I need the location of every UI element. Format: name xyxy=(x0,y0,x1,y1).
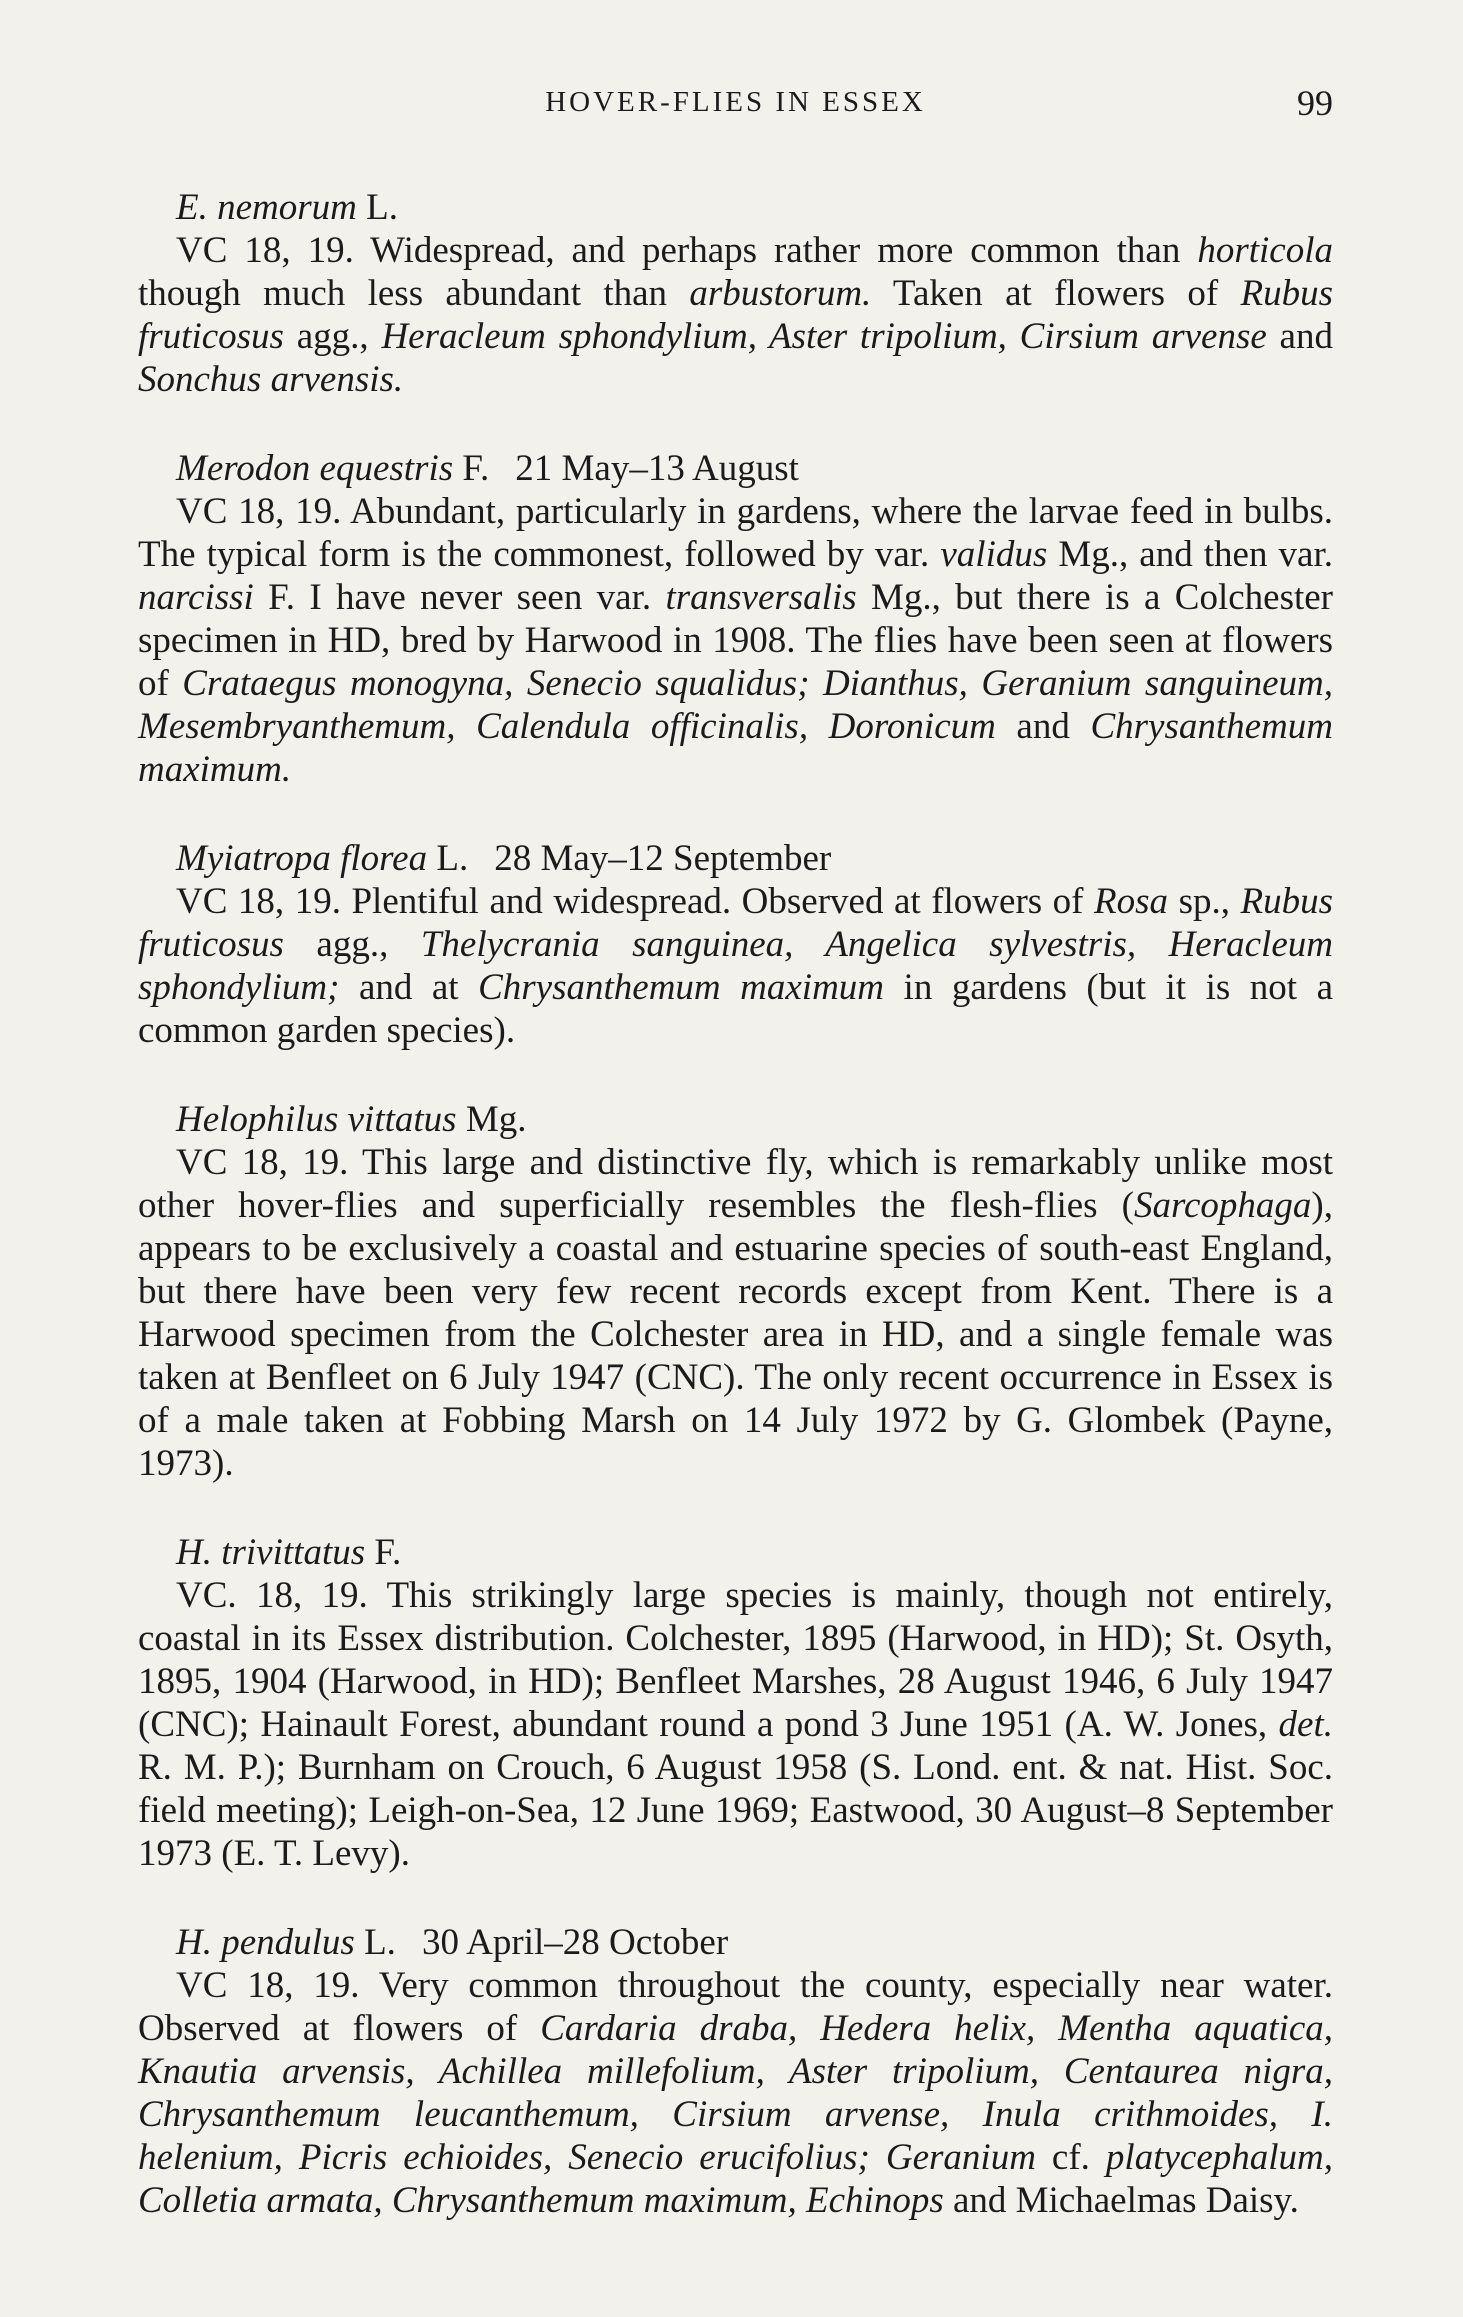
species-entry xyxy=(138,1921,1333,2222)
species-dates: 28 May–12 September xyxy=(494,838,832,879)
species-name: Merodon equestris F. xyxy=(176,448,490,489)
species-dates: 21 May–13 August xyxy=(515,448,799,489)
running-head xyxy=(138,78,1333,138)
species-entry-list xyxy=(138,186,1333,2222)
species-text: VC 18, 19. This large and distinctive fly, which is remarkably unlike most other hover-flies and superficially resembles the flesh-flies (Sarcophaga), appears to be exclusively a coastal and estuarine species of south-east England, but there have been very few recent records except from Kent. There is a Harwood specimen from the Colchester area in HD, and a single female was taken at Benfleet on 6 July 1947 (CNC). The only recent occurrence in Essex is of a male taken at Fobbing Marsh on 14 July 1972 by G. Glombek (Payne, 1973). xyxy=(138,1142,1333,1484)
page-number: 99 xyxy=(1297,83,1333,123)
species-text: VC 18, 19. Very common throughout the county, especially near water. Observed at flowers of Cardaria draba, Hedera helix, Mentha aquatica, Knautia arvensis, Achillea millefolium, Aster tripolium, Centaurea nigra, Chrysanthemum leucanthemum, Cirsium arvense, Inula crithmoides, I. helenium, Picris echioides, Senecio erucifolius; Geranium cf. platycephalum, Colletia armata, Chrysanthemum maximum, Echinops and Michaelmas Daisy. xyxy=(138,1965,1334,2221)
species-heading xyxy=(138,447,1333,490)
species-name: E. nemorum L. xyxy=(176,187,398,228)
species-entry xyxy=(138,1098,1333,1485)
species-text: VC. 18, 19. This strikingly large species is mainly, though not entirely, coastal in its Essex distribution. Colchester, 1895 (Harwood, in HD); St. Osyth, 1895, 1904 (Harwood, in HD); Benfleet Marshes, 28 August 1946, 6 July 1947 (CNC); Hainault Forest, abundant round a pond 3 June 1951 (A. W. Jones, det. R. M. P.); Burnham on Crouch, 6 August 1958 (S. Lond. ent. & nat. Hist. Soc. field meeting); Leigh-on-Sea, 12 June 1969; Eastwood, 30 August–8 September 1973 (E. T. Levy). xyxy=(138,1575,1333,1874)
species-text: VC 18, 19. Abundant, particularly in gardens, where the larvae feed in bulbs. The typical form is the commonest, followed by var. validus Mg., and then var. narcissi F. I have never seen var. transversalis Mg., but there is a Colchester specimen in HD, bred by Harwood in 1908. The flies have been seen at flowers of Crataegus monogyna, Senecio squalidus; Dianthus, Geranium sanguineum, Mesembryanthemum, Calendula officinalis, Doronicum and Chrysanthemum maximum. xyxy=(138,491,1333,790)
species-entry xyxy=(138,447,1333,791)
species-heading xyxy=(138,1531,1333,1574)
species-entry xyxy=(138,837,1333,1052)
species-heading xyxy=(138,1921,1333,1964)
species-text: VC 18, 19. Widespread, and perhaps rather more common than horticola though much less abundant than arbustorum. Taken at flowers of Rubus fruticosus agg., Heracleum sphondylium, Aster tripolium, Cirsium arvense and Sonchus arvensis. xyxy=(138,230,1334,400)
running-title: HOVER-FLIES IN ESSEX xyxy=(545,86,926,118)
species-name: Myiatropa florea L. xyxy=(176,838,469,879)
species-entry xyxy=(138,1531,1333,1875)
species-text: VC 18, 19. Plentiful and widespread. Observed at flowers of Rosa sp., Rubus fruticosus agg., Thelycrania sanguinea, Angelica sylvestris, Heracleum sphondylium; and at Chrysanthemum maximum in gardens (but it is not a common garden species). xyxy=(138,881,1334,1051)
species-name: Helophilus vittatus Mg. xyxy=(176,1099,527,1140)
species-dates: 30 April–28 October xyxy=(421,1922,729,1963)
species-heading xyxy=(138,837,1333,880)
species-name: H. trivittatus F. xyxy=(176,1532,402,1573)
species-heading xyxy=(138,186,1333,229)
species-heading xyxy=(138,1098,1333,1141)
species-name: H. pendulus L. xyxy=(176,1922,396,1963)
species-entry xyxy=(138,186,1333,401)
